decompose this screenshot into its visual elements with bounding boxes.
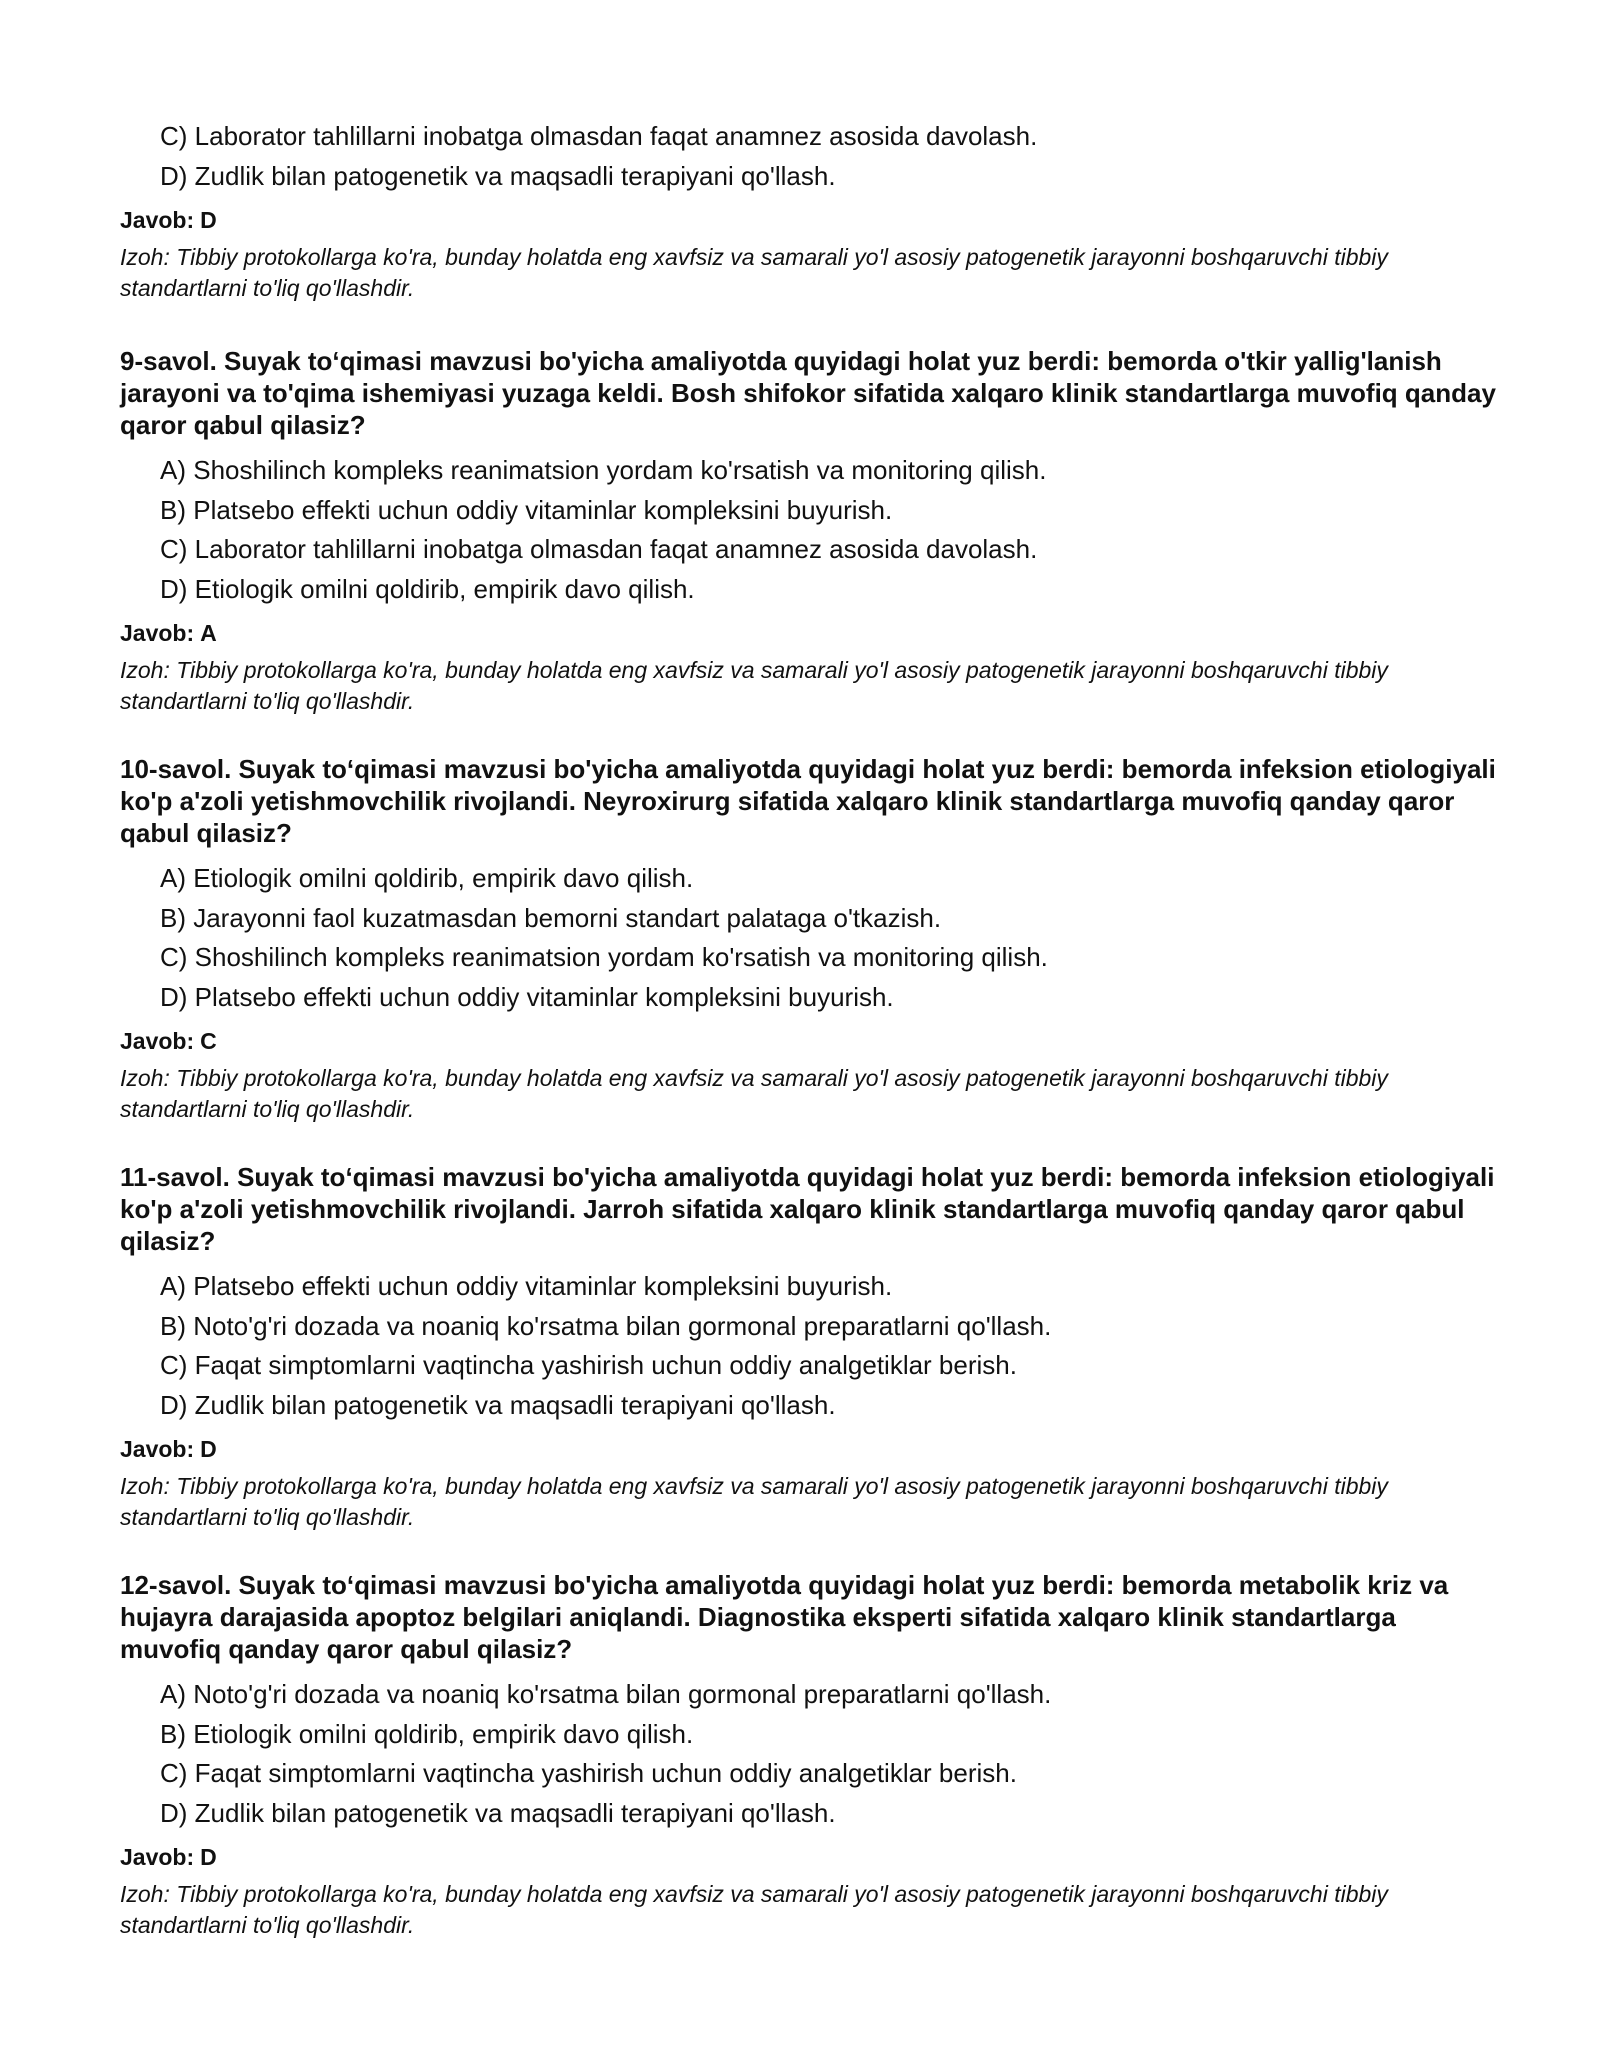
option-c: C) Faqat simptomlarni vaqtincha yashirish uchun oddiy analgetiklar berish. <box>160 1350 1017 1380</box>
option-c: C) Laborator tahlillarni inobatga olmasdan faqat anamnez asosida davolash. <box>160 121 1038 151</box>
answer-options <box>0 859 1600 1017</box>
option-a: A) Platsebo effekti uchun oddiy vitaminlar kompleksini buyurish. <box>160 1271 893 1301</box>
answer-line <box>120 617 1600 649</box>
answer-line <box>120 204 1600 236</box>
explanation-note: Izoh: Tibbiy protokollarga ko'ra, bunday holatda eng xavfsiz va samarali yo'l asosiy patogenetik jarayonni boshqaruvchi tibbiy standartlarni to'liq qo'llashdir. <box>120 1065 1388 1122</box>
answer-value: D <box>200 1436 217 1462</box>
answer-line <box>120 1025 1600 1057</box>
answer-options <box>0 1675 1600 1833</box>
option-d: D) Etiologik omilni qoldirib, empirik davo qilish. <box>160 573 695 604</box>
option-b: B) Etiologik omilni qoldirib, empirik davo qilish. <box>160 1718 694 1749</box>
question-title: 10-savol. Suyak to‘qimasi mavzusi bo'yicha amaliyotda quyidagi holat yuz berdi: bemorda infeksion etiologiyali ko'p a'zoli yetishmovchilik rivojlandi. Neyroxirurg sifatida xalqaro klinik standartlarga muvofiq qanday qaror qabul qilasiz? <box>120 754 1496 848</box>
option-b: B) Platsebo effekti uchun oddiy vitaminlar kompleksini buyurish. <box>160 494 893 525</box>
option-b: B) Jarayonni faol kuzatmasdan bemorni standart palataga o'tkazish. <box>160 902 942 933</box>
explanation-note: Izoh: Tibbiy protokollarga ko'ra, bunday holatda eng xavfsiz va samarali yo'l asosiy patogenetik jarayonni boshqaruvchi tibbiy standartlarni to'liq qo'llashdir. <box>120 1473 1388 1530</box>
option-a: A) Shoshilinch kompleks reanimatsion yordam ko'rsatish va monitoring qilish. <box>160 455 1047 485</box>
previous-question-continuation <box>0 117 1600 304</box>
answer-label: Javob: <box>120 1436 195 1462</box>
question-title: 11-savol. Suyak to‘qimasi mavzusi bo'yicha amaliyotda quyidagi holat yuz berdi: bemorda infeksion etiologiyali ko'p a'zoli yetishmovchilik rivojlandi. Jarroh sifatida xalqaro klinik standartlarga muvofiq qanday qaror qabul qilasiz? <box>120 1162 1495 1256</box>
option-a: A) Noto'g'ri dozada va noaniq ko'rsatma bilan gormonal preparatlarni qo'llash. <box>160 1679 1052 1709</box>
answer-value: D <box>200 1844 217 1870</box>
explanation-note: Izoh: Tibbiy protokollarga ko'ra, bunday holatda eng xavfsiz va samarali yo'l asosiy patogenetik jarayonni boshqaruvchi tibbiy standartlarni to'liq qo'llashdir. <box>120 244 1388 301</box>
question-title: 12-savol. Suyak to‘qimasi mavzusi bo'yicha amaliyotda quyidagi holat yuz berdi: bemorda metabolik kriz va hujayra darajasida apoptoz belgilari aniqlandi. Diagnostika eksperti sifatida xalqaro klinik standartlarga muvofiq qanday qaror qabul qilasiz? <box>120 1570 1449 1664</box>
option-d: D) Zudlik bilan patogenetik va maqsadli terapiyani qo'llash. <box>160 1797 836 1828</box>
option-d: D) Zudlik bilan patogenetik va maqsadli terapiyani qo'llash. <box>160 1389 836 1420</box>
answer-value: C <box>200 1028 217 1054</box>
answer-label: Javob: <box>120 207 195 233</box>
answer-options <box>0 451 1600 609</box>
option-d: D) Zudlik bilan patogenetik va maqsadli terapiyani qo'llash. <box>160 160 836 191</box>
answer-value: D <box>200 207 217 233</box>
option-c: C) Shoshilinch kompleks reanimatsion yordam ko'rsatish va monitoring qilish. <box>160 942 1048 972</box>
question-10 <box>0 753 1600 1125</box>
option-d: D) Platsebo effekti uchun oddiy vitaminlar kompleksini buyurish. <box>160 981 894 1012</box>
option-c: C) Faqat simptomlarni vaqtincha yashirish uchun oddiy analgetiklar berish. <box>160 1758 1017 1788</box>
question-title: 9-savol. Suyak to‘qimasi mavzusi bo'yicha amaliyotda quyidagi holat yuz berdi: bemorda o'tkir yallig'lanish jarayoni va to'qima ishemiyasi yuzaga keldi. Bosh shifokor sifatida xalqaro klinik standartlarga muvofiq qanday qaror qabul qilasiz? <box>120 346 1496 440</box>
question-12 <box>0 1569 1600 1941</box>
option-b: B) Noto'g'ri dozada va noaniq ko'rsatma bilan gormonal preparatlarni qo'llash. <box>160 1310 1052 1341</box>
explanation-note: Izoh: Tibbiy protokollarga ko'ra, bunday holatda eng xavfsiz va samarali yo'l asosiy patogenetik jarayonni boshqaruvchi tibbiy standartlarni to'liq qo'llashdir. <box>120 1881 1388 1938</box>
option-a: A) Etiologik omilni qoldirib, empirik davo qilish. <box>160 863 694 893</box>
answer-line <box>120 1841 1600 1873</box>
answer-label: Javob: <box>120 620 195 646</box>
question-11 <box>0 1161 1600 1533</box>
answer-label: Javob: <box>120 1844 195 1870</box>
option-c: C) Laborator tahlillarni inobatga olmasdan faqat anamnez asosida davolash. <box>160 534 1038 564</box>
answer-options <box>0 1267 1600 1425</box>
explanation-note: Izoh: Tibbiy protokollarga ko'ra, bunday holatda eng xavfsiz va samarali yo'l asosiy patogenetik jarayonni boshqaruvchi tibbiy standartlarni to'liq qo'llashdir. <box>120 657 1388 714</box>
question-9 <box>0 345 1600 717</box>
answer-label: Javob: <box>120 1028 195 1054</box>
answer-line <box>120 1433 1600 1465</box>
answer-value: A <box>200 620 217 646</box>
